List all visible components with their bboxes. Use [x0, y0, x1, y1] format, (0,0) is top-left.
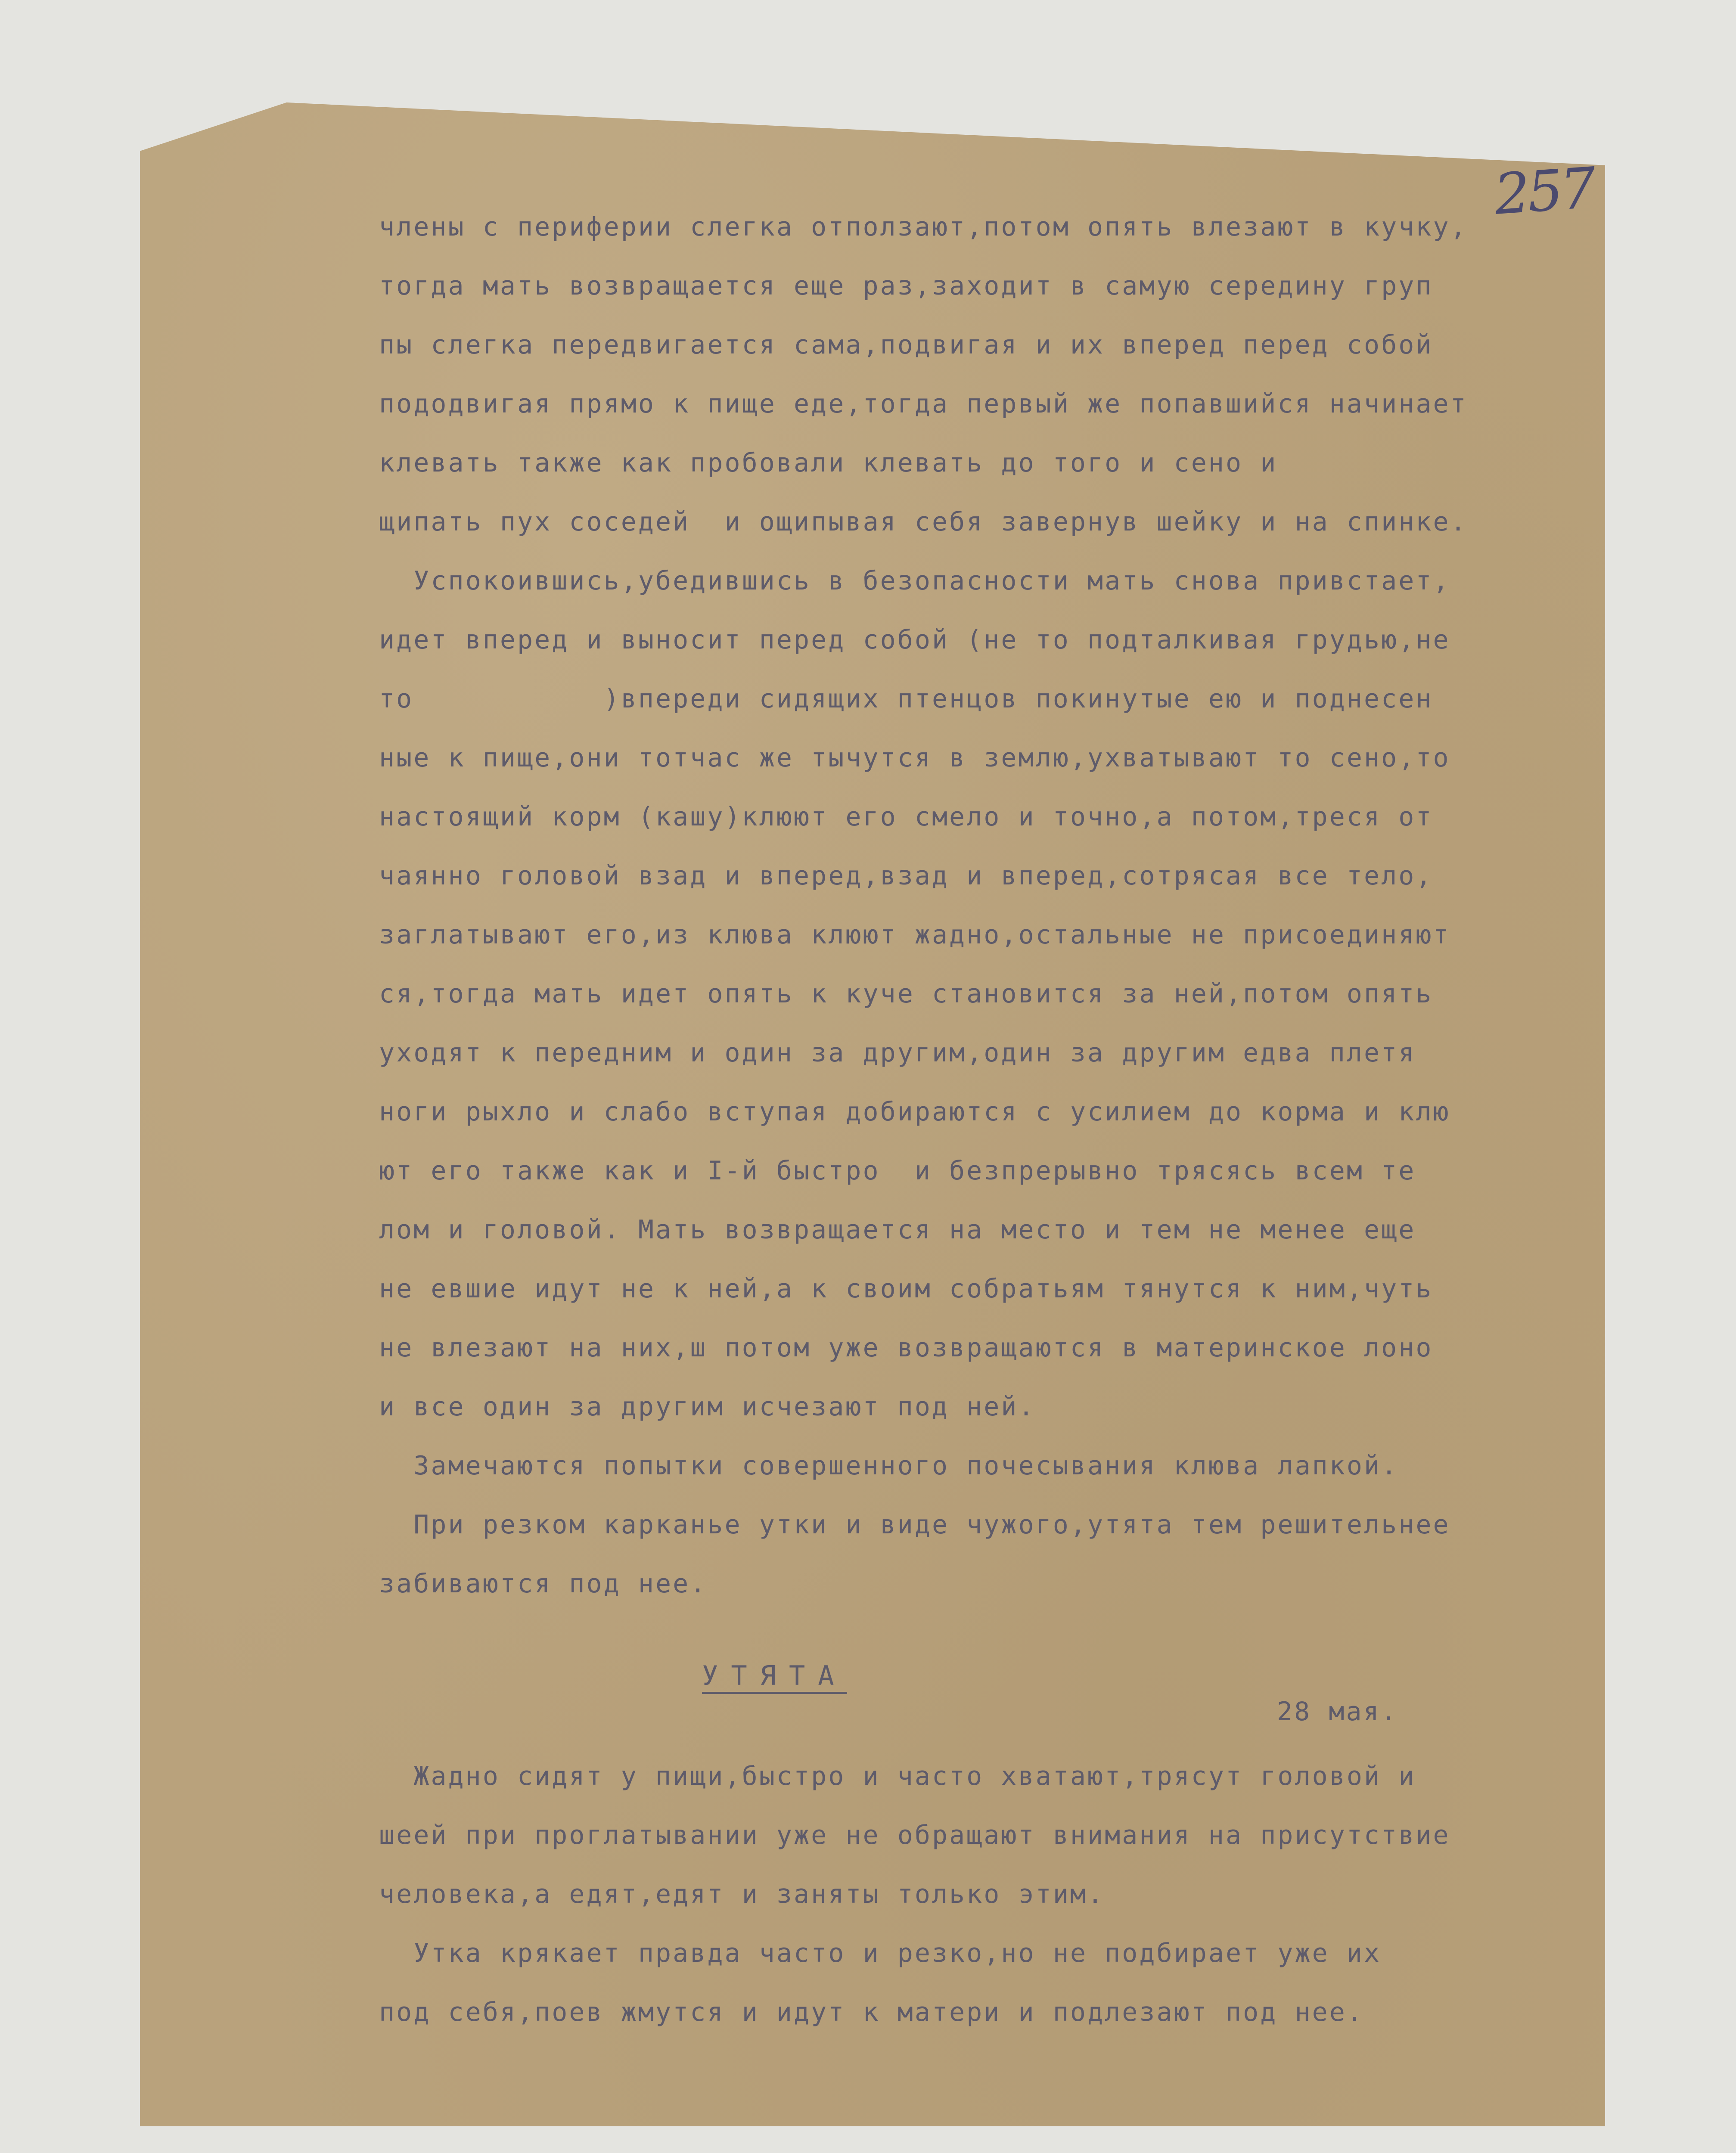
text-line: ся,тогда мать идет опять к куче становится за ней,потом опять	[379, 979, 1433, 1009]
text-line: то )впереди сидящих птенцов покинутые ею и поднесен	[379, 684, 1433, 714]
text-line: пы слегка передвигается сама,подвигая и их вперед перед собой	[379, 330, 1433, 360]
text-line: уходят к передним и один за другим,один за другим едва плетя	[379, 1038, 1416, 1068]
text-line: Замечаются попытки совершенного почесывания клюва лапкой.	[379, 1451, 1399, 1481]
text-line: забиваются под нее.	[379, 1569, 708, 1599]
text-line: заглатывают его,из клюва клюют жадно,остальные не присоединяют	[379, 920, 1450, 950]
text-line: При резком карканье утки и виде чужого,утята тем решительнее	[379, 1510, 1450, 1540]
text-line: под себя,поев жмутся и идут к матери и подлезают под нее.	[379, 1997, 1364, 2027]
section-title: УТЯТА	[702, 1660, 847, 1691]
text-line: и все один за другим исчезают под ней.	[379, 1392, 1036, 1422]
text-line: Успокоившись,убедившись в безопасности мать снова привстает,	[379, 566, 1450, 596]
text-line: Утка крякает правда часто и резко,но не подбирает уже их	[379, 1938, 1382, 1968]
text-line: чаянно головой взад и вперед,взад и вперед,сотрясая все тело,	[379, 861, 1433, 891]
text-line: не евшие идут не к ней,а к своим собратьям тянутся к ним,чуть	[379, 1274, 1433, 1304]
text-line: идет вперед и выносит перед собой (не то подталкивая грудью,не	[379, 625, 1450, 655]
text-line: лом и головой. Мать возвращается на место и тем не менее еще	[379, 1215, 1416, 1245]
text-line: клевать также как пробовали клевать до того и сено и	[379, 448, 1278, 478]
text-line: тогда мать возвращается еще раз,заходит в самую середину груп	[379, 271, 1433, 301]
text-line: щипать пух соседей и ощипывая себя завернув шейку и на спинке.	[379, 507, 1468, 537]
text-line: ные к пище,они тотчас же тычутся в землю,ухватывают то сено,то	[379, 743, 1450, 773]
page-number: 257	[1492, 155, 1596, 227]
text-line: Жадно сидят у пищи,быстро и часто хватают,трясут головой и	[379, 1761, 1416, 1791]
text-line: настоящий корм (кашу)клюют его смело и точно,а потом,треся от	[379, 802, 1433, 832]
text-line: ноги рыхло и слабо вступая добираются с усилием до корма и клю	[379, 1097, 1450, 1127]
section-date: 28 мая.	[1277, 1697, 1398, 1727]
text-line: ют его также как и I-й быстро и безпрерывно трясясь всем те	[379, 1156, 1416, 1186]
text-line: шеей при проглатывании уже не обращают внимания на присутствие	[379, 1820, 1450, 1850]
text-line: не влезают на них,ш потом уже возвращаются в материнское лоно	[379, 1333, 1433, 1363]
text-line: члены с периферии слегка отползают,потом опять влезают в кучку,	[379, 212, 1468, 242]
text-line: пододвигая прямо к пище еде,тогда первый же попавшийся начинает	[379, 389, 1468, 419]
text-line: человека,а едят,едят и заняты только этим.	[379, 1879, 1105, 1909]
